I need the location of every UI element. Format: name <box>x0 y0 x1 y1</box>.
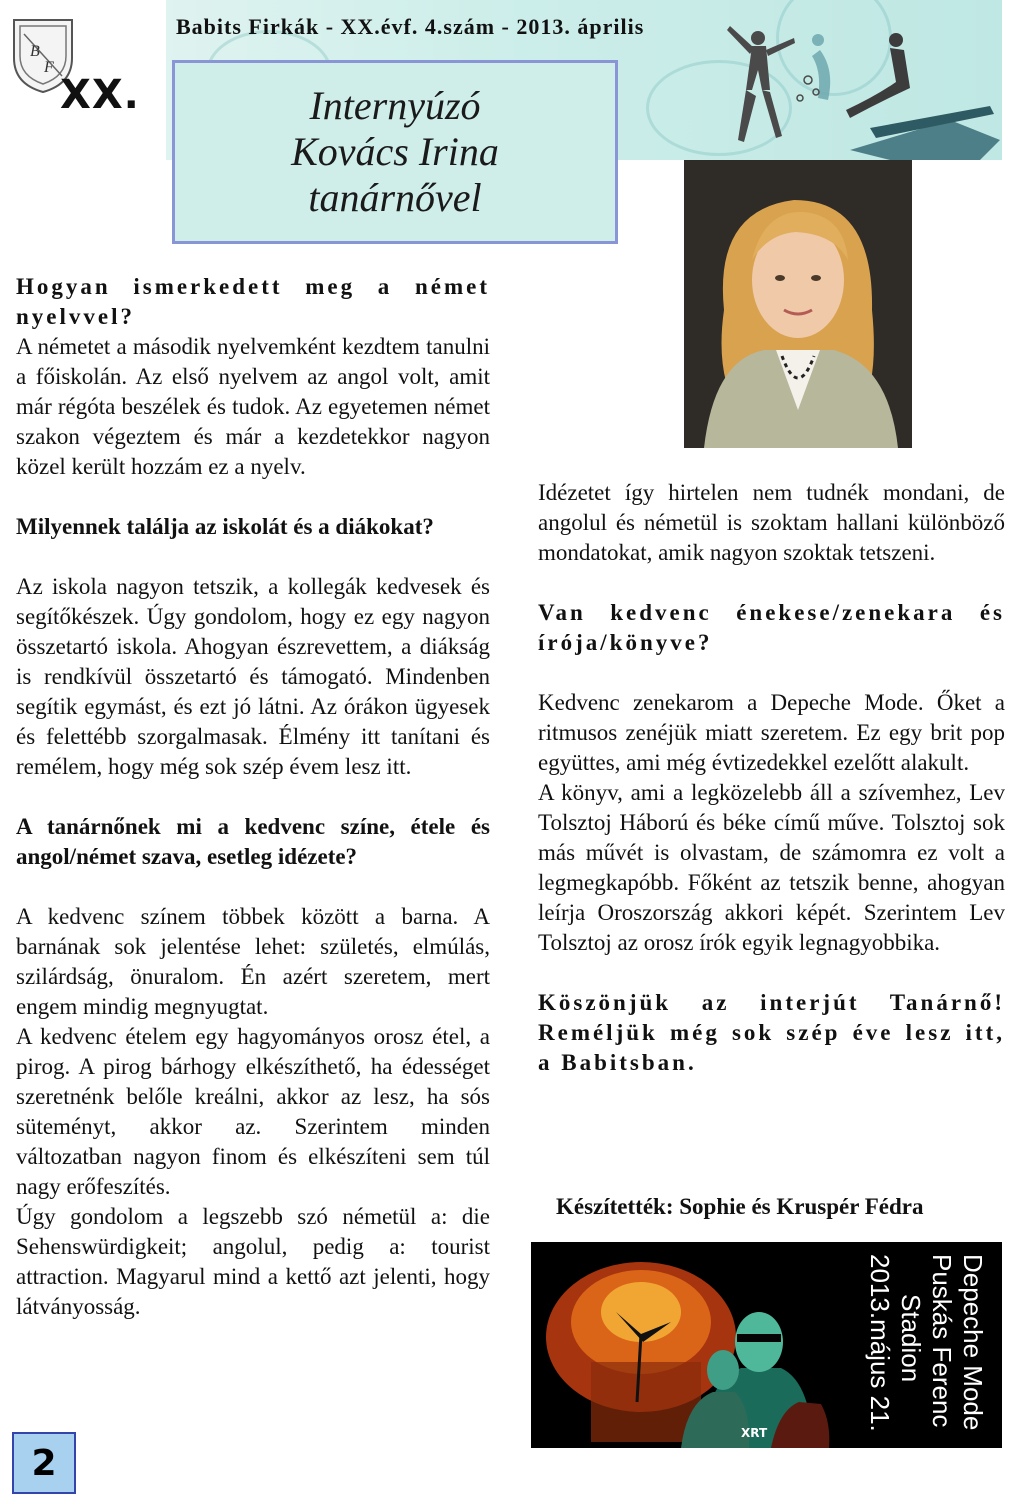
teacher-portrait-photo <box>684 160 912 448</box>
radio-station-logo: XRT <box>741 1426 768 1440</box>
concert-ad-text <box>842 1252 992 1444</box>
left-column <box>16 272 490 1322</box>
closing-thanks: Köszönjük az interjút Tanárnő! Reméljük még sok szép éve lesz itt, a Babitsban. <box>538 990 1005 1075</box>
title-line-1: Internyúzó <box>309 83 481 128</box>
dancers-illustration <box>700 10 1000 160</box>
answer-3-paragraph-4: Idézetet így hirtelen nem tudnék mondani, de angolul és németül is szoktam hallani különböző mondatokat, amik nagyon szoktak tetszeni. <box>538 480 1005 565</box>
right-column <box>538 478 1005 1078</box>
title-line-2: Kovács Irina <box>291 129 499 174</box>
credits: Készítették: Sophie és Kruspér Fédra <box>556 1194 924 1219</box>
answer-3-paragraph-2: A kedvenc ételem egy hagyományos orosz étel, a pirog. A pirog bárhogy elkészíthető, ha édességet szeretnénk belőle kreálni, akkor az lesz, ha sós süteményt, akkor az. Szerintem minden változatban nagyon finom és elkészíteni sem túl nagy erőfeszítés. <box>16 1024 490 1199</box>
answer-3-paragraph-1: A kedvenc színem többek között a barna. A barnának sok jelentése lehet: születés, elmúlás, szilárdság, önuralom. Én azért szeretem, mert engem mindig megnyugtat. <box>16 904 490 1019</box>
title-line-3: tanárnővel <box>308 175 482 220</box>
ad-line-band: Depeche Mode <box>958 1254 988 1431</box>
masthead: Babits Firkák - XX.évf. 4.szám - 2013. április <box>176 14 645 39</box>
question-3: A tanárnőnek mi a kedvenc színe, étele és angol/német szava, esetleg idézete? <box>16 814 490 869</box>
answer-2: Az iskola nagyon tetszik, a kollegák kedvesek és segítőkészek. Úgy gondolom, hogy ez egy nagyon összetartó iskola. Ahogyan észrevettem, a diákság is rendkívül összetartó és támogató. Mindenben segítik egymást, és ezt jó látni. Az órákon ügyesek és felettébb szorgalmasak. Élmény itt tanítani és remélem, hogy még sok szép évem lesz itt. <box>16 574 490 779</box>
svg-text:B: B <box>30 43 40 60</box>
ad-line-date: 2013.május 21. <box>865 1254 895 1432</box>
issue-number-mark: XX. <box>60 72 140 118</box>
question-2: Milyennek találja az iskolát és a diákokat? <box>16 514 434 539</box>
answer-3-paragraph-3: Úgy gondolom a legszebb szó németül a: die Sehenswürdigkeit; angolul, pedig a: tourist attraction. Magyarul mind a kettő azt jelenti, hogy látványosság. <box>16 1204 490 1319</box>
ad-line-venue: Puskás Ferenc <box>927 1254 957 1428</box>
svg-text:F: F <box>44 59 54 76</box>
question-1: Hogyan ismerkedett meg a német nyelvvel? <box>16 274 490 329</box>
ad-line-stadium: Stadion <box>896 1294 926 1383</box>
answer-4-paragraph-2: A könyv, ami a legközelebb áll a szívemhez, Lev Tolsztoj Háború és béke című műve. Tolsztoj sok más művét is olvastam, de számomra ez volt a legmegkapóbb. Főként az tetszik benne, ahogyan leírja Oroszország akkori képét. Szerintem Lev Tolsztoj az orosz írók egyik legnagyobbika. <box>538 780 1005 955</box>
question-4: Van kedvenc énekese/zenekara és írója/könyve? <box>538 600 1005 655</box>
answer-1: A németet a második nyelvemként kezdtem tanulni a főiskolán. Az első nyelvem az angol volt, amit már régóta beszélek és tudok. Az egyetemen német szakon végeztem és már a kezdetekkor nagyon közel került hozzám ez a nyelv. <box>16 334 490 479</box>
article-title-box <box>172 60 618 244</box>
answer-4-paragraph-1: Kedvenc zenekarom a Depeche Mode. Őket a ritmusos zenéjük miatt szeretem. Ez egy brit pop együttes, ami még évtizedekkel ezelőtt alakult. <box>538 690 1005 775</box>
page-number: 2 <box>12 1432 76 1494</box>
